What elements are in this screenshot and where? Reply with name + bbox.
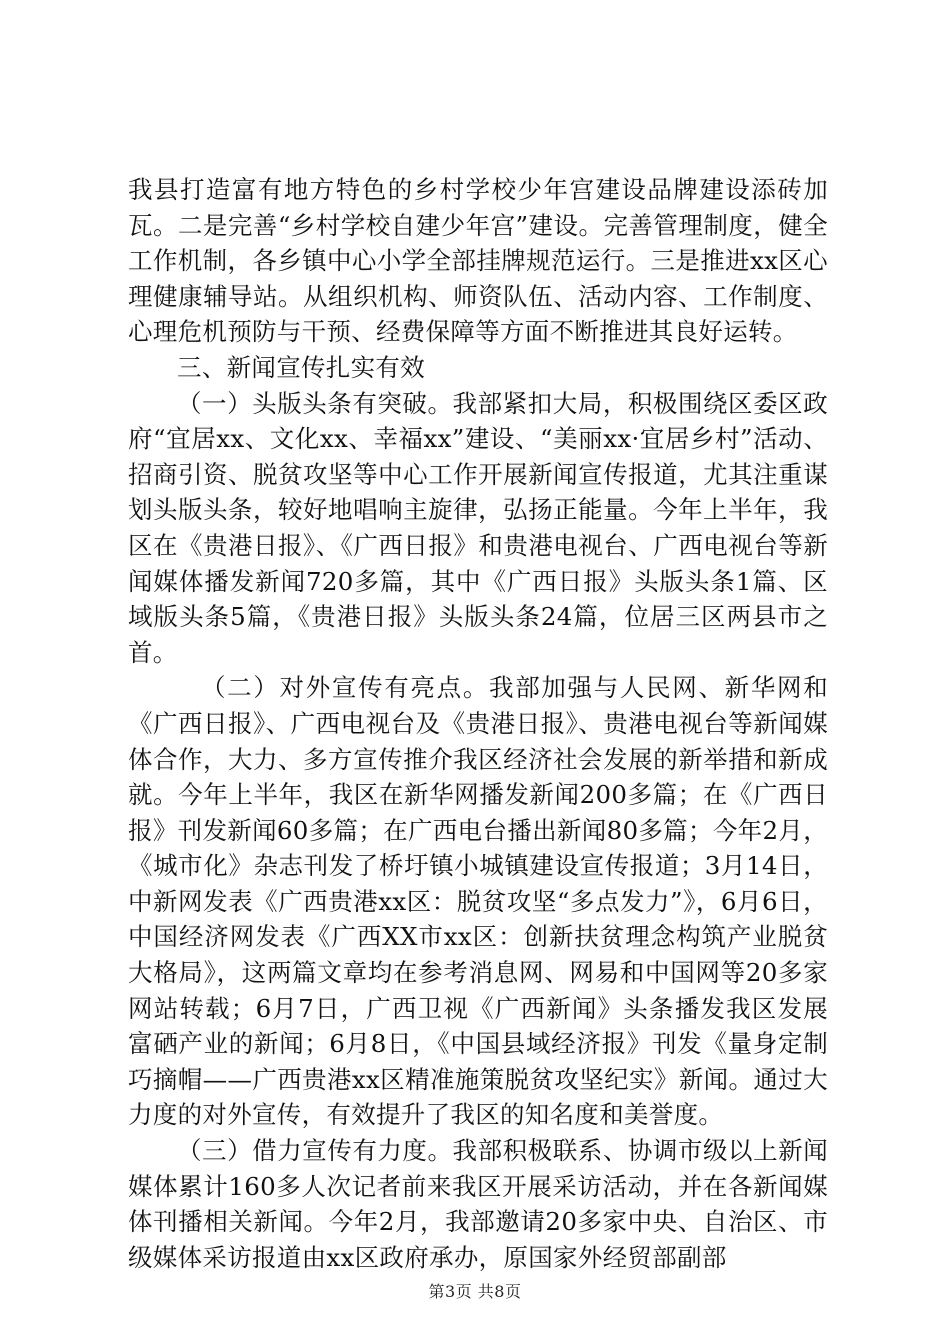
page-number: 第3页 共8页	[428, 1282, 522, 1301]
section-heading-news: 三、新闻宣传扎实有效	[177, 352, 425, 382]
document-body	[128, 172, 828, 1275]
paragraph-headlines: （一）头版头条有突破。我部紧扣大局，积极围绕区委区政府“宜居xx、文化xx、幸福xx”建设、“美丽xx·宜居乡村”活动、招商引资、脱贫攻坚等中心工作开展新闻宣传报道，尤其注重谋划头版头条，较好地唱响主旋律，弘扬正能量。今年上半年，我区在《贵港日报》、《广西日报》和贵港电视台、广西电视台等新闻媒体播发新闻720多篇，其中《广西日报》头版头条1篇、区域版头条5篇，《贵港日报》头版头条24篇，位居三区两县市之首。	[128, 388, 828, 667]
paragraph-youth-palace: 我县打造富有地方特色的乡村学校少年宫建设品牌建设添砖加瓦。二是完善“乡村学校自建少年宫”建设。完善管理制度，健全工作机制，各乡镇中心小学全部挂牌规范运行。三是推进xx区心理健康辅导站。从组织机构、师资队伍、活动内容、工作制度、心理危机预防与干预、经费保障等方面不断推进其良好运转。	[128, 175, 828, 347]
paragraph-external-publicity: （二）对外宣传有亮点。我部加强与人民网、新华网和《广西日报》、广西电视台及《贵港日报》、贵港电视台等新闻媒体合作，大力、多方宣传推介我区经济社会发展的新举措和新成就。今年上半年，我区在新华网播发新闻200多篇；在《广西日报》刊发新闻60多篇；在广西电台播出新闻80多篇；今年2月，《城市化》杂志刊发了桥圩镇小城镇建设宣传报道；3月14日，中新网发表《广西贵港xx区：脱贫攻坚“多点发力”》，6月6日，中国经济网发表《广西XX市xx区：创新扶贫理念构筑产业脱贫大格局》，这两篇文章均在参考消息网、网易和中国网等20多家网站转载；6月7日，广西卫视《广西新闻》头条播发我区发展富硒产业的新闻；6月8日，《中国县域经济报》刊发《量身定制巧摘帽——广西贵港xx区精准施策脱贫攻坚纪实》新闻。通过大力度的对外宣传，有效提升了我区的知名度和美誉度。	[128, 673, 828, 1130]
paragraph-media-leverage: （三）借力宣传有力度。我部积极联系、协调市级以上新闻媒体累计160多人次记者前来我区开展采访活动，并在各新闻媒体刊播相关新闻。今年2月，我部邀请20多家中央、自治区、市级媒体采访报道由xx区政府承办，原国家外经贸部副部	[128, 1136, 828, 1272]
